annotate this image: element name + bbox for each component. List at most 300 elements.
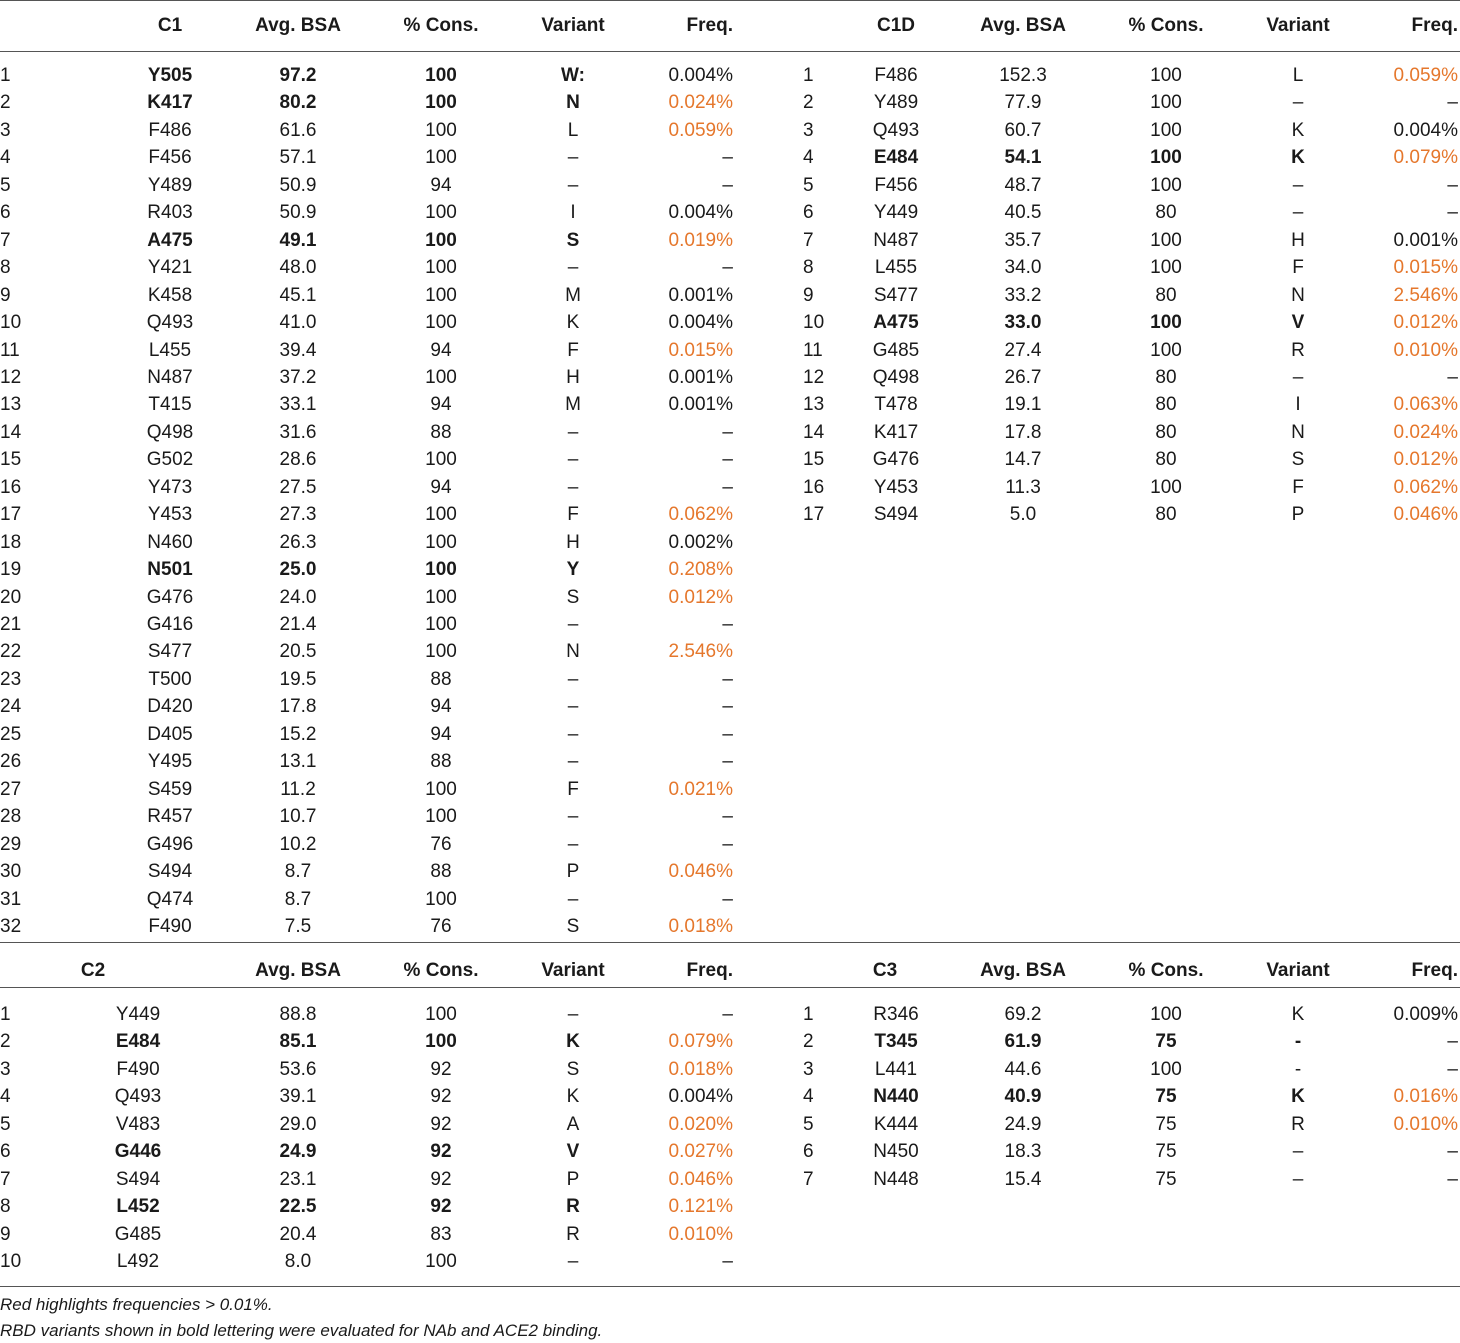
frequency: 0.020% (668, 1113, 733, 1135)
percent-cons: 100 (425, 202, 457, 224)
residue: Y453 (873, 476, 919, 498)
percent-cons: 92 (430, 1141, 452, 1163)
row-number: 8 (0, 1196, 11, 1218)
avg-bsa: 17.8 (279, 696, 317, 718)
c1d-table-row (0, 255, 1460, 281)
c1-table-row (0, 530, 1460, 556)
row-number: 15 (803, 449, 825, 471)
row-number: 32 (0, 915, 22, 937)
residue: K458 (147, 284, 193, 306)
avg-bsa: 27.4 (1004, 339, 1042, 361)
row-number: 14 (803, 421, 825, 443)
c1-table-row (0, 777, 1460, 803)
avg-bsa: 39.4 (279, 339, 317, 361)
residue: N440 (873, 1086, 919, 1108)
c1d-table-row (0, 90, 1460, 116)
variant: H (1291, 229, 1305, 251)
row-number: 3 (0, 119, 11, 141)
row-number: 26 (0, 751, 22, 773)
frequency: 0.016% (1393, 1086, 1458, 1108)
c1-table-row (0, 694, 1460, 720)
row-number: 2 (0, 1031, 11, 1053)
row-number: 9 (803, 284, 814, 306)
column-header: Variant (541, 15, 605, 36)
percent-cons: 75 (1155, 1168, 1177, 1190)
row-number: 2 (0, 92, 11, 114)
frequency: – (722, 696, 733, 718)
variant: – (567, 421, 579, 443)
avg-bsa: 8.0 (284, 1251, 312, 1273)
variant: N (566, 641, 580, 663)
frequency: 0.024% (1393, 421, 1458, 443)
residue: E484 (115, 1031, 161, 1053)
row-number: 27 (0, 778, 22, 800)
residue: Y473 (147, 476, 193, 498)
avg-bsa: 10.7 (279, 806, 317, 828)
c1d-table-row (0, 338, 1460, 364)
percent-cons: 100 (1150, 174, 1182, 196)
variant: – (1292, 92, 1304, 114)
variant: N (1291, 421, 1305, 443)
frequency: – (722, 888, 733, 910)
residue: L492 (116, 1251, 160, 1273)
percent-cons: 94 (430, 394, 452, 416)
c1-table-row (0, 667, 1460, 693)
frequency: – (722, 751, 733, 773)
frequency: 0.063% (1393, 394, 1458, 416)
row-number: 15 (0, 449, 22, 471)
column-header: Variant (1266, 15, 1330, 36)
residue: N460 (147, 531, 193, 553)
residue: E484 (873, 147, 919, 169)
row-number: 7 (803, 229, 814, 251)
frequency: – (1447, 1141, 1458, 1163)
residue: S459 (147, 778, 193, 800)
row-number: 1 (0, 1004, 11, 1025)
c3-header-row (0, 958, 1460, 984)
variant: R (1291, 1113, 1305, 1135)
variant: W: (561, 65, 585, 86)
percent-cons: 100 (425, 92, 457, 114)
c3-table-row (0, 1167, 1460, 1193)
avg-bsa: 10.2 (279, 833, 317, 855)
frequency: 0.021% (668, 778, 733, 800)
avg-bsa: 33.1 (279, 394, 317, 416)
residue: K417 (147, 92, 193, 114)
row-number: 28 (0, 806, 22, 828)
row-number: 16 (803, 476, 825, 498)
row-number: 3 (803, 119, 814, 141)
residue: F456 (148, 147, 192, 169)
column-header: Avg. BSA (255, 960, 341, 981)
residue: F456 (874, 174, 918, 196)
percent-cons: 76 (430, 915, 452, 937)
percent-cons: 75 (1155, 1113, 1177, 1135)
bottom-section (0, 942, 1460, 1287)
c1d-table-row (0, 365, 1460, 391)
variant: K (1291, 1086, 1305, 1108)
avg-bsa: 19.1 (1004, 394, 1042, 416)
variant: S (566, 229, 580, 251)
row-number: 3 (803, 1058, 814, 1080)
percent-cons: 100 (1150, 339, 1182, 361)
avg-bsa: 27.5 (279, 476, 317, 498)
column-header: % Cons. (1128, 960, 1204, 981)
percent-cons: 92 (430, 1086, 452, 1108)
percent-cons: 94 (430, 476, 452, 498)
frequency: – (722, 1251, 733, 1273)
variant: H (566, 366, 580, 388)
percent-cons: 94 (430, 339, 452, 361)
percent-cons: 88 (430, 421, 452, 443)
frequency: 0.012% (1393, 449, 1458, 471)
column-header: % Cons. (403, 15, 479, 36)
frequency: – (722, 449, 733, 471)
residue: L441 (874, 1058, 918, 1080)
variant: – (567, 888, 579, 910)
avg-bsa: 40.9 (1004, 1086, 1042, 1108)
c3-table-row (0, 1084, 1460, 1110)
avg-bsa: 31.6 (279, 421, 317, 443)
residue: R457 (147, 806, 193, 828)
avg-bsa: 77.9 (1004, 92, 1042, 114)
frequency: 0.015% (668, 339, 733, 361)
c1-table-row (0, 639, 1460, 665)
column-header: C1 (157, 15, 183, 36)
variant: F (1292, 257, 1304, 279)
avg-bsa: 28.6 (279, 449, 317, 471)
row-number: 5 (0, 1113, 11, 1135)
column-header: Freq. (686, 15, 733, 36)
variant: R (566, 1223, 580, 1245)
variant: – (567, 833, 579, 855)
residue: Y489 (873, 92, 919, 114)
residue: L455 (874, 257, 918, 279)
percent-cons: 100 (425, 559, 457, 581)
row-number: 17 (803, 504, 825, 526)
percent-cons: 94 (430, 723, 452, 745)
avg-bsa: 25.0 (279, 559, 317, 581)
row-number: 8 (0, 257, 11, 279)
avg-bsa: 19.5 (279, 668, 317, 690)
percent-cons: 100 (425, 531, 457, 553)
percent-cons: 100 (425, 147, 457, 169)
percent-cons: 100 (425, 806, 457, 828)
variant: – (1292, 366, 1304, 388)
variant: – (1292, 1141, 1304, 1163)
residue: Y449 (115, 1004, 161, 1025)
variant: V (566, 1141, 580, 1163)
residue: N487 (873, 229, 919, 251)
row-number: 24 (0, 696, 22, 718)
frequency: – (1447, 366, 1458, 388)
row-number: 2 (803, 92, 814, 114)
residue: N501 (147, 559, 193, 581)
avg-bsa: 22.5 (279, 1196, 317, 1218)
avg-bsa: 85.1 (279, 1031, 317, 1053)
avg-bsa: 24.0 (279, 586, 317, 608)
percent-cons: 100 (425, 504, 457, 526)
row-number: 25 (0, 723, 22, 745)
avg-bsa: 26.3 (279, 531, 317, 553)
residue: Q493 (114, 1086, 162, 1108)
frequency: – (722, 614, 733, 635)
percent-cons: 88 (430, 751, 452, 773)
avg-bsa: 48.0 (279, 257, 317, 279)
row-number: 11 (803, 339, 823, 361)
avg-bsa: 50.9 (279, 174, 317, 196)
residue: N450 (873, 1141, 919, 1163)
variant: – (1292, 202, 1304, 224)
percent-cons: 94 (430, 174, 452, 196)
avg-bsa: 15.2 (279, 723, 317, 745)
variant: S (1291, 449, 1305, 471)
frequency: 0.004% (668, 312, 733, 334)
variant: F (1292, 476, 1304, 498)
frequency: 0.208% (668, 559, 733, 581)
frequency: – (1447, 1058, 1458, 1080)
c1d-table-row (0, 173, 1460, 199)
frequency: 0.046% (1393, 504, 1458, 526)
c1d-header-row (0, 13, 1460, 39)
frequency: – (722, 668, 733, 690)
c1d-table-row (0, 392, 1460, 418)
c1-table-row (0, 859, 1460, 885)
column-header: C2 (80, 960, 106, 981)
variant: – (567, 174, 579, 196)
variant: S (566, 915, 580, 937)
residue: Q474 (146, 888, 194, 910)
percent-cons: 100 (1150, 147, 1182, 169)
variant: – (567, 147, 579, 169)
frequency: 2.546% (668, 641, 733, 663)
variant: I (1295, 394, 1301, 416)
variant: K (1291, 147, 1305, 169)
variant: K (566, 312, 580, 334)
avg-bsa: 152.3 (999, 65, 1047, 86)
residue: S477 (873, 284, 919, 306)
residue: F490 (116, 1058, 160, 1080)
c3-table-row (0, 1112, 1460, 1138)
c1d-table-row (0, 420, 1460, 446)
percent-cons: 100 (1150, 312, 1182, 334)
variant: - (1294, 1031, 1302, 1053)
frequency: 0.004% (668, 65, 733, 86)
column-header: Freq. (686, 960, 733, 981)
frequency: 0.062% (668, 504, 733, 526)
percent-cons: 100 (425, 284, 457, 306)
avg-bsa: 18.3 (1004, 1141, 1042, 1163)
avg-bsa: 27.3 (279, 504, 317, 526)
percent-cons: 80 (1155, 284, 1177, 306)
avg-bsa: 20.4 (279, 1223, 317, 1245)
variant: F (567, 339, 579, 361)
c2-table-row (0, 1222, 1460, 1248)
row-number: 5 (803, 1113, 814, 1135)
row-number: 23 (0, 668, 22, 690)
variant: – (567, 1004, 579, 1025)
row-number: 3 (0, 1058, 11, 1080)
percent-cons: 100 (1150, 1058, 1182, 1080)
percent-cons: 100 (1150, 65, 1182, 86)
row-number: 10 (0, 1251, 22, 1273)
frequency: 0.015% (1393, 257, 1458, 279)
row-number: 9 (0, 284, 11, 306)
percent-cons: 76 (430, 833, 452, 855)
row-number: 2 (803, 1031, 814, 1053)
residue: K417 (873, 421, 919, 443)
percent-cons: 100 (425, 778, 457, 800)
percent-cons: 100 (425, 1004, 457, 1025)
row-number: 4 (803, 1086, 814, 1108)
variant: N (566, 92, 580, 114)
c1-table-row (0, 914, 1460, 940)
frequency: – (1447, 202, 1458, 224)
avg-bsa: 17.8 (1004, 421, 1042, 443)
variant: V (1291, 312, 1305, 334)
percent-cons: 100 (425, 257, 457, 279)
residue: G502 (146, 449, 194, 471)
variant: – (567, 806, 579, 828)
percent-cons: 100 (425, 65, 457, 86)
avg-bsa: 14.7 (1004, 449, 1042, 471)
frequency: – (1447, 174, 1458, 196)
frequency: 0.019% (668, 229, 733, 251)
variant: P (566, 861, 580, 883)
residue: D405 (147, 723, 193, 745)
row-number: 5 (0, 174, 11, 196)
avg-bsa: 48.7 (1004, 174, 1042, 196)
residue: F490 (148, 915, 192, 937)
row-number: 6 (0, 1141, 11, 1163)
percent-cons: 100 (1150, 119, 1182, 141)
residue: Y449 (873, 202, 919, 224)
row-number: 6 (0, 202, 11, 224)
avg-bsa: 54.1 (1004, 147, 1042, 169)
row-number: 7 (0, 1168, 11, 1190)
residue: R346 (873, 1004, 919, 1025)
variant: M (565, 284, 581, 306)
variant: P (1291, 504, 1305, 526)
variant: F (567, 778, 579, 800)
residue: Y453 (147, 504, 193, 526)
residue: N487 (147, 366, 193, 388)
avg-bsa: 24.9 (279, 1141, 317, 1163)
percent-cons: 75 (1155, 1086, 1177, 1108)
frequency: 0.046% (668, 861, 733, 883)
column-header: Avg. BSA (980, 960, 1066, 981)
percent-cons: 80 (1155, 449, 1177, 471)
footnote-bold: RBD variants shown in bold lettering were evaluated for NAb and ACE2 binding. (0, 1321, 603, 1340)
frequency: 0.046% (668, 1168, 733, 1190)
percent-cons: 100 (425, 312, 457, 334)
c1-table-row (0, 722, 1460, 748)
avg-bsa: 8.7 (284, 888, 312, 910)
frequency: 2.546% (1393, 284, 1458, 306)
frequency: 0.012% (1393, 312, 1458, 334)
row-number: 14 (0, 421, 22, 443)
avg-bsa: 35.7 (1004, 229, 1042, 251)
frequency: 0.010% (1393, 339, 1458, 361)
c1-table-row (0, 557, 1460, 583)
residue: Y505 (147, 65, 193, 86)
percent-cons: 100 (425, 1251, 457, 1273)
variant: – (567, 614, 579, 635)
percent-cons: 80 (1155, 366, 1177, 388)
row-number: 18 (0, 531, 22, 553)
c1d-table-row (0, 310, 1460, 336)
frequency: 0.024% (668, 92, 733, 114)
frequency: 0.121% (668, 1196, 733, 1218)
c1-table-row (0, 832, 1460, 858)
c1-table-row (0, 612, 1460, 638)
variant: – (567, 476, 579, 498)
residue: Y421 (147, 257, 193, 279)
row-number: 20 (0, 586, 22, 608)
avg-bsa: 53.6 (279, 1058, 317, 1080)
residue: T345 (874, 1031, 918, 1053)
row-number: 12 (803, 366, 825, 388)
row-number: 7 (803, 1168, 814, 1190)
percent-cons: 100 (425, 614, 457, 635)
percent-cons: 80 (1155, 202, 1177, 224)
column-header: C3 (872, 960, 898, 981)
frequency: 0.027% (668, 1141, 733, 1163)
frequency: 0.004% (1393, 119, 1458, 141)
row-number: 7 (0, 229, 11, 251)
frequency: – (722, 257, 733, 279)
avg-bsa: 57.1 (279, 147, 317, 169)
avg-bsa: 15.4 (1004, 1168, 1042, 1190)
row-number: 4 (0, 147, 11, 169)
avg-bsa: 13.1 (279, 751, 317, 773)
c1d-table-row (0, 118, 1460, 144)
row-number: 21 (0, 614, 22, 635)
percent-cons: 80 (1155, 421, 1177, 443)
residue: T500 (148, 668, 192, 690)
avg-bsa: 41.0 (279, 312, 317, 334)
avg-bsa: 40.5 (1004, 202, 1042, 224)
percent-cons: 100 (1150, 257, 1182, 279)
variant: F (567, 504, 579, 526)
frequency: 0.009% (1393, 1004, 1458, 1025)
residue: G496 (146, 833, 194, 855)
percent-cons: 92 (430, 1113, 452, 1135)
row-number: 29 (0, 833, 22, 855)
c1d-table-row (0, 283, 1460, 309)
residue: K444 (873, 1113, 919, 1135)
row-number: 4 (0, 1086, 11, 1108)
row-number: 16 (0, 476, 22, 498)
avg-bsa: 5.0 (1009, 504, 1037, 526)
frequency: – (1447, 1031, 1458, 1053)
frequency: 0.002% (668, 531, 733, 553)
avg-bsa: 11.3 (1005, 476, 1041, 498)
c1-table-row (0, 804, 1460, 830)
avg-bsa: 61.9 (1004, 1031, 1042, 1053)
residue: S494 (115, 1168, 161, 1190)
frequency: 0.059% (1393, 65, 1458, 86)
percent-cons: 92 (430, 1196, 452, 1218)
avg-bsa: 39.1 (279, 1086, 317, 1108)
residue: G476 (146, 586, 194, 608)
variant: M (565, 394, 581, 416)
column-header: Freq. (1411, 15, 1458, 36)
frequency: – (722, 174, 733, 196)
c1-table-row (0, 887, 1460, 913)
frequency: 0.010% (1393, 1113, 1458, 1135)
row-number: 6 (803, 1141, 814, 1163)
